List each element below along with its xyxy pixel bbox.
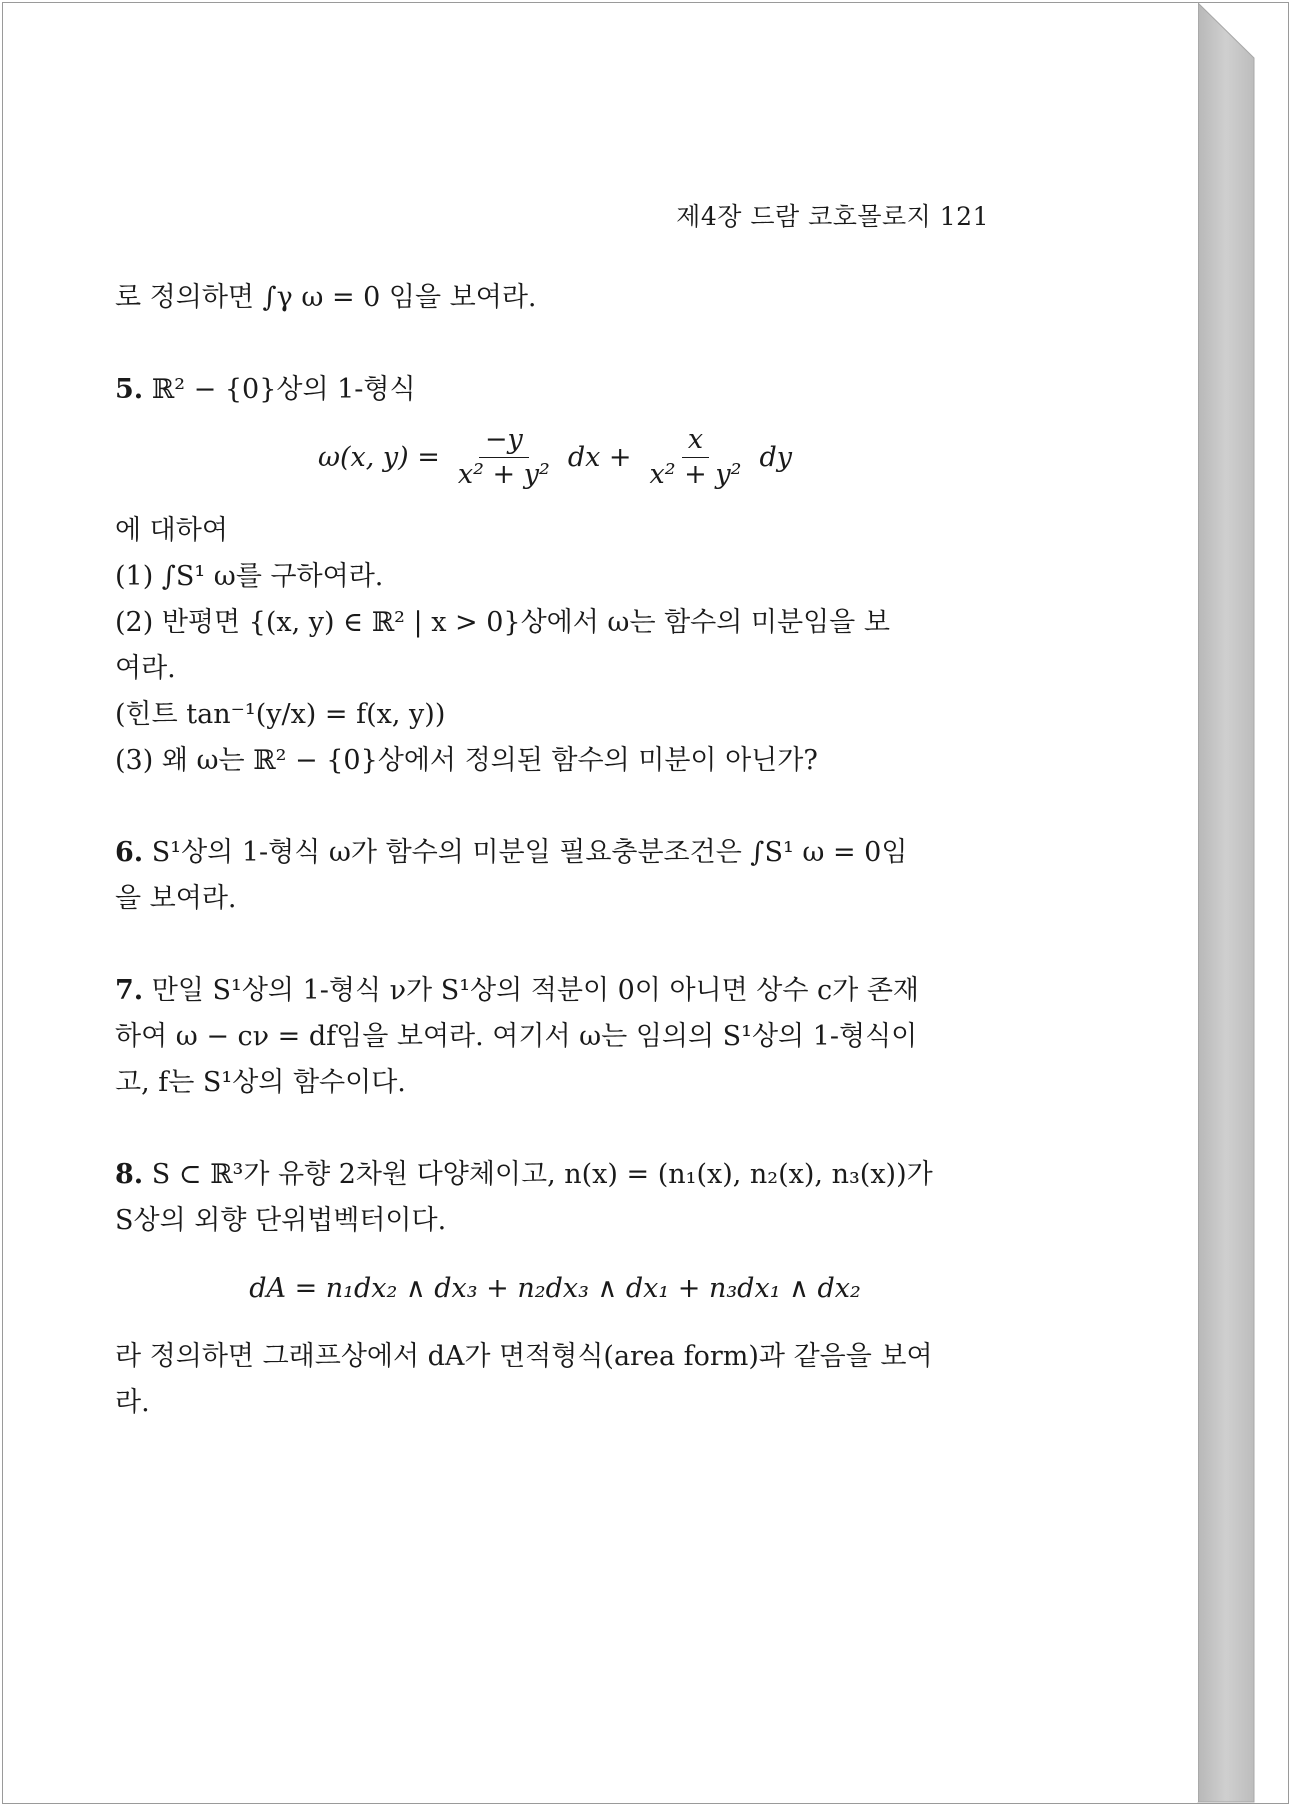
page-number: 121 (939, 202, 989, 231)
problem-6-line (115, 830, 995, 876)
eq-end: dy (759, 441, 793, 473)
problem-number: 6. (115, 837, 144, 868)
text-line: (힌트 tan⁻¹(y/x) = f(x, y)) (115, 699, 446, 730)
text-line: 을 보여라. (115, 883, 237, 914)
fraction (644, 425, 748, 490)
text-line: 로 정의하면 ∫γ ω = 0 임을 보여라. (115, 282, 537, 313)
fraction-denominator: x² + y² (457, 459, 550, 490)
text-line: S ⊂ ℝ³가 유향 2차원 다양체이고, n(x) = (n₁(x), n₂(x), n₃(x))가 (151, 1159, 933, 1190)
eq-middle: dx + (567, 441, 632, 473)
text-line: (3) 왜 ω는 ℝ² − {0}상에서 정의된 함수의 미분이 아닌가? (115, 745, 818, 776)
text-line: 라. (115, 1387, 150, 1418)
page-content (115, 275, 995, 1426)
text-line: 고, f는 S¹상의 함수이다. (115, 1067, 406, 1098)
display-equation: dA = n₁dx₂ ∧ dx₃ + n₂dx₃ ∧ dx₁ + n₃dx₁ ∧ dx₂ (249, 1273, 861, 1304)
text-line: ℝ² − {0}상의 1-형식 (151, 374, 416, 405)
text-line: 여라. (115, 653, 176, 684)
problem-7-line (115, 968, 995, 1014)
fraction-numerator: x (682, 425, 709, 458)
running-title: 제4장 드람 코호몰로지 (676, 202, 932, 231)
problem-5-heading (115, 367, 995, 413)
text-line: S¹상의 1-형식 ω가 함수의 미분일 필요충분조건은 ∫S¹ ω = 0임 (151, 837, 908, 868)
problem-number: 7. (115, 975, 144, 1006)
fraction (452, 425, 556, 490)
text-line: S상의 외향 단위법벡터이다. (115, 1205, 447, 1236)
problem-number: 5. (115, 374, 144, 405)
problem-8-line (115, 1152, 995, 1198)
running-header (676, 197, 989, 233)
text-line: 하여 ω − cν = df임을 보여라. 여기서 ω는 임의의 S¹상의 1-형식이 (115, 1021, 918, 1052)
display-equation (115, 425, 995, 490)
fraction-denominator: x² + y² (649, 459, 742, 490)
problem-number: 8. (115, 1159, 144, 1190)
text-line: (1) ∫S¹ ω를 구하여라. (115, 561, 384, 592)
text-line: 만일 S¹상의 1-형식 ν가 S¹상의 적분이 0이 아니면 상수 c가 존재 (151, 975, 919, 1006)
text-line: 에 대하여 (115, 515, 228, 546)
text-line: 라 정의하면 그래프상에서 dA가 면적형식(area form)과 같음을 보여 (115, 1341, 933, 1372)
text-line: (2) 반평면 {(x, y) ∈ ℝ² | x > 0}상에서 ω는 함수의 미분임을 보 (115, 607, 890, 638)
eq-lhs: ω(x, y) = (317, 441, 440, 473)
fraction-numerator: −y (479, 425, 529, 458)
